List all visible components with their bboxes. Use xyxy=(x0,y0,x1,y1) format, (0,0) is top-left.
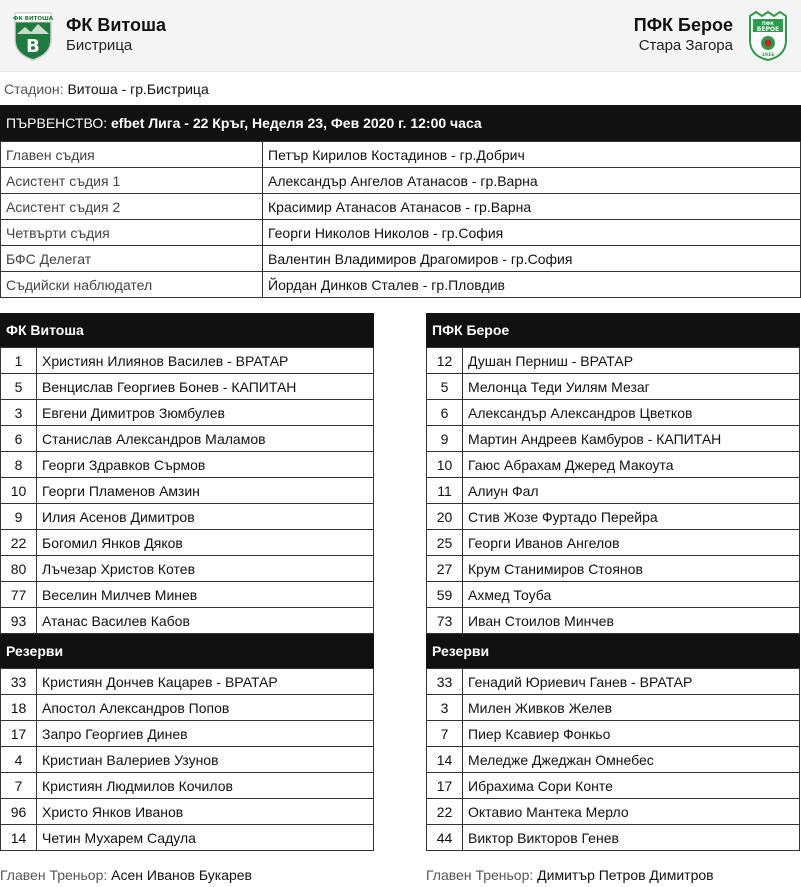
player-name[interactable]: Георги Пламенов Амзин xyxy=(37,478,374,504)
table-row xyxy=(427,721,800,747)
match-header xyxy=(0,0,801,72)
player-name[interactable]: Стив Жозе Фуртадо Перейра xyxy=(463,504,800,530)
home-reserves-table xyxy=(0,668,374,851)
away-team-city: Стара Загора xyxy=(638,37,733,54)
table-row xyxy=(1,556,374,582)
away-team-name[interactable]: ПФК Берое xyxy=(633,15,733,35)
player-name[interactable]: Крум Станимиров Стоянов xyxy=(463,556,800,582)
home-lineup xyxy=(0,313,374,851)
player-number: 20 xyxy=(427,504,463,530)
table-row xyxy=(1,348,374,374)
player-name[interactable]: Кристиан Валериев Узунов xyxy=(37,747,374,773)
table-row xyxy=(1,582,374,608)
table-row xyxy=(427,695,800,721)
player-number: 44 xyxy=(427,825,463,851)
table-row xyxy=(1,246,801,272)
table-row xyxy=(1,747,374,773)
home-lineup-title: ФК Витоша xyxy=(0,313,374,347)
player-number: 9 xyxy=(1,504,37,530)
official-role: Съдийски наблюдател xyxy=(1,272,263,298)
beroe-crest-text: БЕРОЕ xyxy=(756,26,780,33)
table-row xyxy=(427,799,800,825)
player-number: 22 xyxy=(1,530,37,556)
stadium-value: Витоша - гр.Бистрица xyxy=(67,81,209,97)
player-name[interactable]: Пиер Ксавиер Фонкьо xyxy=(463,721,800,747)
vitosha-crest-letter: В xyxy=(26,36,40,57)
away-coach xyxy=(426,866,714,884)
table-row xyxy=(1,478,374,504)
official-role: Асистент съдия 2 xyxy=(1,194,263,220)
away-starters-table xyxy=(426,347,800,634)
player-number: 7 xyxy=(1,773,37,799)
player-number: 33 xyxy=(1,669,37,695)
table-row xyxy=(1,142,801,168)
table-row xyxy=(1,799,374,825)
official-role: Асистент съдия 1 xyxy=(1,168,263,194)
away-lineup-title: ПФК Берое xyxy=(426,313,800,347)
table-row xyxy=(1,220,801,246)
player-name[interactable]: Гаюс Абрахам Джеред Макоута xyxy=(463,452,800,478)
player-name[interactable]: Александър Александров Цветков xyxy=(463,400,800,426)
table-row xyxy=(427,608,800,634)
player-name[interactable]: Венцислав Георгиев Бонев - КАПИТАН xyxy=(37,374,374,400)
official-role: Главен съдия xyxy=(1,142,263,168)
table-row xyxy=(1,400,374,426)
table-row xyxy=(427,773,800,799)
player-number: 73 xyxy=(427,608,463,634)
table-row xyxy=(1,426,374,452)
player-number: 27 xyxy=(427,556,463,582)
player-name[interactable]: Станислав Александров Маламов xyxy=(37,426,374,452)
competition-value: efbet Лига - 22 Кръг, Неделя 23, Фев 2020 г. 12:00 часа xyxy=(111,115,482,131)
player-name[interactable]: Богомил Янков Дяков xyxy=(37,530,374,556)
player-name[interactable]: Илия Асенов Димитров xyxy=(37,504,374,530)
table-row xyxy=(427,556,800,582)
player-name[interactable]: Атанас Василев Кабов xyxy=(37,608,374,634)
table-row xyxy=(427,400,800,426)
player-number: 4 xyxy=(1,747,37,773)
official-name: Красимир Атанасов Атанасов - гр.Варна xyxy=(263,194,801,220)
table-row xyxy=(427,452,800,478)
player-number: 11 xyxy=(427,478,463,504)
player-name[interactable]: Мартин Андреев Камбуров - КАПИТАН xyxy=(463,426,800,452)
player-number: 7 xyxy=(427,721,463,747)
player-name[interactable]: Октавио Мантека Мерло xyxy=(463,799,800,825)
table-row xyxy=(1,272,801,298)
away-lineup xyxy=(426,313,800,851)
home-team-name[interactable]: ФК Витоша xyxy=(66,15,167,35)
table-row xyxy=(427,530,800,556)
player-number: 5 xyxy=(1,374,37,400)
table-row xyxy=(1,530,374,556)
table-row xyxy=(1,374,374,400)
official-name: Йордан Динков Сталев - гр.Пловдив xyxy=(263,272,801,298)
table-row xyxy=(427,426,800,452)
player-number: 10 xyxy=(1,478,37,504)
player-number: 5 xyxy=(427,374,463,400)
player-number: 18 xyxy=(1,695,37,721)
player-number: 14 xyxy=(427,747,463,773)
table-row xyxy=(1,194,801,220)
vitosha-crest-icon xyxy=(13,10,53,62)
stadium-label: Стадион: xyxy=(4,81,64,97)
player-name[interactable]: Веселин Милчев Минев xyxy=(37,582,374,608)
table-row xyxy=(427,478,800,504)
player-name[interactable]: Евгени Димитров Зюмбулев xyxy=(37,400,374,426)
player-number: 3 xyxy=(1,400,37,426)
table-row xyxy=(1,168,801,194)
player-name[interactable]: Ибрахима Сори Конте xyxy=(463,773,800,799)
player-name[interactable]: Генадий Юриевич Ганев - ВРАТАР xyxy=(463,669,800,695)
home-team-city: Бистрица xyxy=(66,37,133,54)
player-name[interactable]: Апостол Александров Попов xyxy=(37,695,374,721)
player-name[interactable]: Милен Живков Желев xyxy=(463,695,800,721)
player-number: 10 xyxy=(427,452,463,478)
player-name[interactable]: Георги Иванов Ангелов xyxy=(463,530,800,556)
player-number: 80 xyxy=(1,556,37,582)
official-name: Георги Николов Николов - гр.София xyxy=(263,220,801,246)
vitosha-crest-text: ФК ВИТОША xyxy=(13,16,53,22)
home-coach-name: Асен Иванов Букарев xyxy=(111,867,252,883)
home-coach xyxy=(0,866,252,884)
player-name[interactable]: Християн Илиянов Василев - ВРАТАР xyxy=(37,348,374,374)
table-row xyxy=(1,721,374,747)
home-coach-label: Главен Треньор: xyxy=(0,867,108,883)
table-row xyxy=(1,608,374,634)
table-row xyxy=(1,504,374,530)
player-name[interactable]: Лъчезар Христов Котев xyxy=(37,556,374,582)
player-name[interactable]: Меледже Джеджан Омнебес xyxy=(463,747,800,773)
officials-table xyxy=(0,141,801,298)
player-number: 8 xyxy=(1,452,37,478)
player-name[interactable]: Ахмед Тоуба xyxy=(463,582,800,608)
player-number: 77 xyxy=(1,582,37,608)
player-number: 6 xyxy=(427,400,463,426)
table-row xyxy=(1,452,374,478)
player-number: 17 xyxy=(427,773,463,799)
player-number: 17 xyxy=(1,721,37,747)
beroe-crest-icon xyxy=(748,10,788,62)
table-row xyxy=(427,582,800,608)
player-name[interactable]: Алиун Фал xyxy=(463,478,800,504)
home-starters-table xyxy=(0,347,374,634)
official-name: Александър Ангелов Атанасов - гр.Варна xyxy=(263,168,801,194)
player-name[interactable]: Иван Стоилов Минчев xyxy=(463,608,800,634)
competition-bar xyxy=(0,105,801,141)
table-row xyxy=(1,669,374,695)
official-name: Валентин Владимиров Драгомиров - гр.София xyxy=(263,246,801,272)
player-number: 22 xyxy=(427,799,463,825)
away-team-info xyxy=(634,14,733,56)
away-reserves-title: Резерви xyxy=(426,634,800,668)
player-name[interactable]: Кристиян Дончев Кацарев - ВРАТАР xyxy=(37,669,374,695)
table-row xyxy=(427,348,800,374)
player-number: 6 xyxy=(1,426,37,452)
player-name[interactable]: Виктор Викторов Генев xyxy=(463,825,800,851)
table-row xyxy=(427,504,800,530)
player-number: 12 xyxy=(427,348,463,374)
player-name[interactable]: Кристиян Людмилов Кочилов xyxy=(37,773,374,799)
away-coach-name: Димитър Петров Димитров xyxy=(537,867,714,883)
player-number: 1 xyxy=(1,348,37,374)
stadium-line xyxy=(4,80,209,98)
competition-label: ПЪРВЕНСТВО: xyxy=(6,115,108,131)
official-role: Четвърти съдия xyxy=(1,220,263,246)
home-reserves-title: Резерви xyxy=(0,634,374,668)
table-row xyxy=(427,747,800,773)
player-number: 59 xyxy=(427,582,463,608)
player-name[interactable]: Георги Здравков Сърмов xyxy=(37,452,374,478)
player-name[interactable]: Христо Янков Иванов xyxy=(37,799,374,825)
player-number: 25 xyxy=(427,530,463,556)
home-team-info xyxy=(66,14,166,56)
player-name[interactable]: Запро Георгиев Динев xyxy=(37,721,374,747)
player-name[interactable]: Душан Перниш - ВРАТАР xyxy=(463,348,800,374)
table-row xyxy=(1,825,374,851)
official-role: БФС Делегат xyxy=(1,246,263,272)
player-number: 33 xyxy=(427,669,463,695)
player-name[interactable]: Четин Мухарем Садула xyxy=(37,825,374,851)
player-number: 96 xyxy=(1,799,37,825)
table-row xyxy=(1,773,374,799)
player-name[interactable]: Мелонца Теди Уилям Мезаг xyxy=(463,374,800,400)
player-number: 9 xyxy=(427,426,463,452)
official-name: Петър Кирилов Костадинов - гр.Добрич xyxy=(263,142,801,168)
player-number: 14 xyxy=(1,825,37,851)
table-row xyxy=(427,825,800,851)
player-number: 93 xyxy=(1,608,37,634)
table-row xyxy=(1,695,374,721)
table-row xyxy=(427,374,800,400)
beroe-crest-year: 1916 xyxy=(761,53,775,58)
beroe-crest-sub: ПФК xyxy=(762,22,774,27)
table-row xyxy=(427,669,800,695)
away-coach-label: Главен Треньор: xyxy=(426,867,534,883)
away-reserves-table xyxy=(426,668,800,851)
player-number: 3 xyxy=(427,695,463,721)
